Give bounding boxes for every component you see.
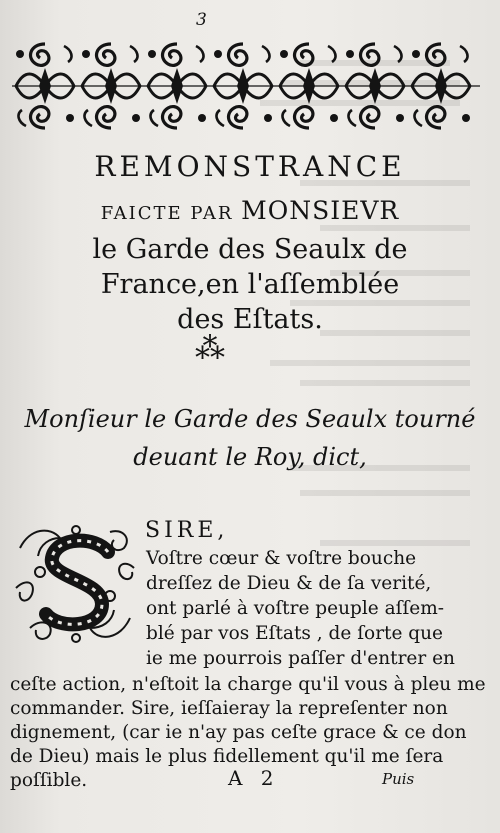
asterism: ⁂: [195, 334, 225, 364]
title-line: France,en l'aſſemblée: [100, 269, 400, 300]
text-line: poſſible.: [10, 770, 88, 791]
asterism-ornament: [175, 334, 245, 364]
text-line: de Dieu) mais le plus fidellement qu'il me ſera: [10, 746, 444, 767]
title-line: le Garde des Seaulx de: [92, 234, 408, 265]
text-line: ceſte action, n'eſtoit la charge qu'il vous à pleu me: [10, 674, 486, 695]
title-small-caps: FAICTE PAR: [100, 203, 242, 224]
text-line: dignement, (car ie n'ay pas ceſte grace & ce don: [10, 722, 467, 743]
text-line: ont parlé à voſtre peuple aſſem-: [146, 598, 445, 619]
signature-mark: A 2: [228, 766, 280, 790]
text-line: Voſtre cœur & voſtre bouche: [146, 548, 417, 569]
text-line: ie me pourrois paſſer d'entrer en: [146, 648, 455, 669]
text-line: blé par vos Eſtats , de ſorte que: [146, 623, 444, 644]
decorated-initial-s: [10, 518, 143, 650]
intro-rubric: [0, 400, 500, 476]
text-line: commander. Sire, ieſſaieray la repreſenter non: [10, 698, 448, 719]
intro-line: deuant le Roy, dict,: [133, 443, 367, 471]
title-faicte-par: [0, 196, 500, 225]
title-remonstrance: REMONSTRANCE: [94, 150, 406, 183]
opening-address: SIRE,: [145, 518, 229, 543]
text-line: dreſſez de Dieu & de ſa verité,: [146, 573, 432, 594]
title-body: [0, 232, 500, 337]
ornamental-headpiece: [12, 40, 480, 132]
intro-line: Monſieur le Garde des Seaulx tourné: [24, 405, 476, 433]
catchword: Puis: [382, 770, 415, 788]
title-monsieur: MONSIEVR: [241, 196, 400, 225]
page-number: 3: [196, 10, 207, 30]
title-line: des Eſtats.: [177, 304, 323, 335]
